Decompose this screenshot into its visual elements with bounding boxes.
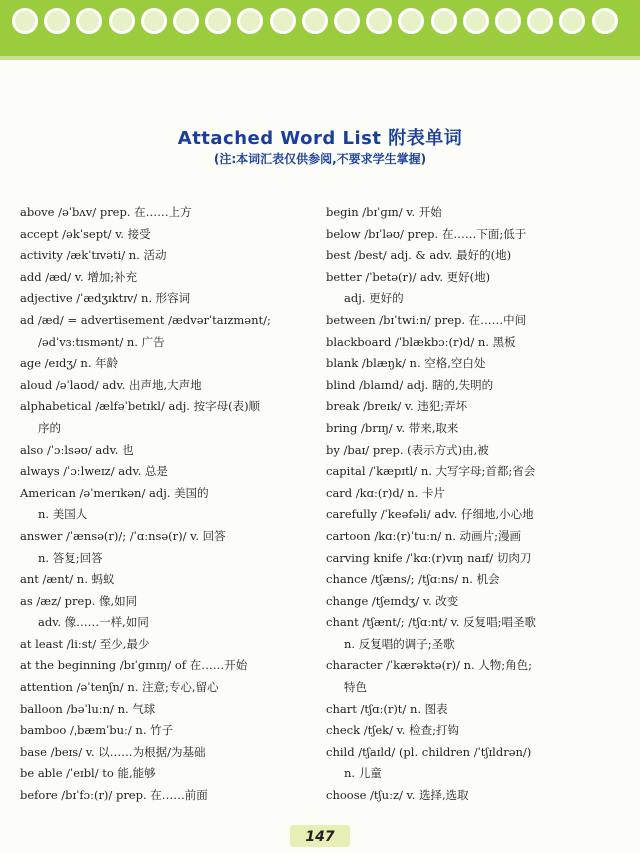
word-entry: begin /bɪˈɡɪn/ v. 开始: [326, 205, 442, 219]
decorative-circle-icon: [205, 8, 231, 34]
word-entry: card /kɑː(r)d/ n. 卡片: [326, 485, 445, 500]
decorative-circle-icon: [463, 8, 489, 34]
word-entry: character /ˈkærəktə(r)/ n. 人物;角色;: [326, 658, 533, 673]
word-entry: choose /tʃuːz/ v. 选择,选取: [326, 788, 469, 803]
word-entry: best /best/ adj. & adv. 最好的(地): [326, 248, 512, 263]
decorative-circle-icon: [141, 8, 167, 34]
page-number: 147: [305, 829, 335, 845]
word-entry: be able /ˈeɪbl/ to 能,能够: [20, 766, 156, 781]
entry-continuation: adv. 像……一样,如同: [38, 615, 149, 630]
word-entry: alphabetical /ælfəˈbetɪkl/ adj. 按字母(表)顺: [20, 399, 261, 414]
word-entry: blackboard /ˈblækbɔː(r)d/ n. 黑板: [326, 334, 516, 349]
word-entry: attention /əˈtenʃn/ n. 注意;专心,留心: [20, 680, 219, 695]
word-entry: break /breɪk/ v. 违犯;弄坏: [326, 399, 468, 414]
word-entry: above /əˈbʌv/ prep. 在……上方: [20, 205, 192, 219]
word-entry: carving knife /ˈkɑː(r)vɪŋ naɪf/ 切肉刀: [326, 550, 532, 565]
word-entry: carefully /ˈkeəfəli/ adv. 仔细地,小心地: [326, 507, 534, 522]
word-entry: bamboo /ˌbæmˈbuː/ n. 竹子: [20, 723, 174, 738]
word-entry: chance /tʃæns/; /tʃɑːns/ n. 机会: [326, 572, 500, 587]
word-entry: activity /ækˈtɪvəti/ n. 活动: [20, 248, 167, 263]
decorative-circle-icon: [302, 8, 328, 34]
decorative-circle-icon: [527, 8, 553, 34]
decorative-circle-icon: [270, 8, 296, 34]
word-entry: below /bɪˈləʊ/ prep. 在……下面;低于: [326, 226, 527, 241]
word-entry: change /tʃeɪndʒ/ v. 改变: [326, 593, 459, 608]
header-band-edge: [0, 56, 640, 60]
word-entry: aloud /əˈlaʊd/ adv. 出声地,大声地: [20, 377, 202, 392]
word-entry: check /tʃek/ v. 检查;打钩: [326, 723, 459, 738]
entry-continuation: /ədˈvɜːtɪsmənt/ n. 广告: [38, 334, 165, 349]
entry-continuation: n. 美国人: [38, 507, 88, 522]
word-entry: balloon /bəˈluːn/ n. 气球: [20, 701, 156, 716]
word-entry: also /ˈɔːlsəʊ/ adv. 也: [20, 442, 134, 457]
page-subtitle: (注:本词汇表仅供参阅,不要求学生掌握): [213, 152, 427, 166]
entry-continuation: 特色: [344, 680, 367, 695]
decorative-circle-icon: [12, 8, 38, 34]
word-entry: by /baɪ/ prep. (表示方式)由,被: [326, 442, 489, 457]
word-entry: child /tʃaɪld/ (pl. children /ˈtʃɪldrən/): [326, 744, 532, 759]
word-entry: add /æd/ v. 增加;补充: [20, 269, 138, 284]
decorative-circle-icon: [173, 8, 199, 34]
word-list-right-column: [326, 202, 626, 807]
entry-continuation: 序的: [38, 420, 61, 435]
word-entry: bring /brɪŋ/ v. 带来,取来: [326, 420, 459, 435]
word-entry: capital /ˈkæpɪtl/ n. 大写字母;首都;省会: [326, 464, 536, 479]
word-entry: before /bɪˈfɔː(r)/ prep. 在……前面: [20, 788, 208, 803]
word-entry: adjective /ˈædʒɪktɪv/ n. 形容词: [20, 291, 191, 306]
decorative-circle-icon: [592, 8, 618, 34]
word-entry: chart /tʃɑː(r)t/ n. 图表: [326, 701, 448, 716]
page-title: Attached Word List 附表单词: [177, 128, 463, 149]
word-entry: cartoon /kɑː(r)ˈtuːn/ n. 动画片;漫画: [326, 528, 521, 543]
word-entry: accept /əkˈsept/ v. 接受: [20, 226, 151, 241]
word-entry: ant /ænt/ n. 蚂蚁: [20, 572, 115, 587]
word-entry: base /beɪs/ v. 以……为根据/为基础: [20, 744, 206, 759]
word-entry: answer /ˈænsə(r)/; /ˈɑːnsə(r)/ v. 回答: [20, 528, 226, 543]
decorative-circle-icon: [109, 8, 135, 34]
word-entry: ad /æd/ = advertisement /ædvərˈtaɪzmənt/;: [20, 312, 271, 327]
word-entry: blind /blaɪnd/ adj. 瞎的,失明的: [326, 377, 494, 392]
word-entry: as /æz/ prep. 像,如同: [20, 593, 138, 608]
entry-continuation: adj. 更好的: [344, 291, 404, 306]
word-entry: better /ˈbetə(r)/ adv. 更好(地): [326, 269, 491, 284]
decorative-circle-icon: [366, 8, 392, 34]
decorative-circle-icon: [495, 8, 521, 34]
entry-continuation: n. 儿童: [344, 766, 382, 781]
word-entry: American /əˈmerɪkən/ adj. 美国的: [20, 485, 209, 500]
word-entry: at least /liːst/ 至少,最少: [20, 636, 150, 651]
word-entry: age /eɪdʒ/ n. 年龄: [20, 356, 119, 371]
word-entry: at the beginning /bɪˈɡɪnɪŋ/ of 在……开始: [20, 658, 248, 673]
word-entry: between /bɪˈtwiːn/ prep. 在……中间: [326, 312, 527, 327]
word-entry: chant /tʃænt/; /tʃɑːnt/ v. 反复唱;唱圣歌: [326, 615, 536, 630]
entry-continuation: n. 反复唱的调子;圣歌: [344, 636, 455, 651]
decorative-circle-icon: [431, 8, 457, 34]
entry-continuation: n. 答复;回答: [38, 550, 103, 565]
word-entry: blank /blæŋk/ n. 空格,空白处: [326, 356, 486, 371]
word-list-left-column: [20, 202, 320, 807]
decorative-circle-icon: [44, 8, 70, 34]
decorative-circle-icon: [334, 8, 360, 34]
word-entry: always /ˈɔːlweɪz/ adv. 总是: [20, 464, 168, 479]
